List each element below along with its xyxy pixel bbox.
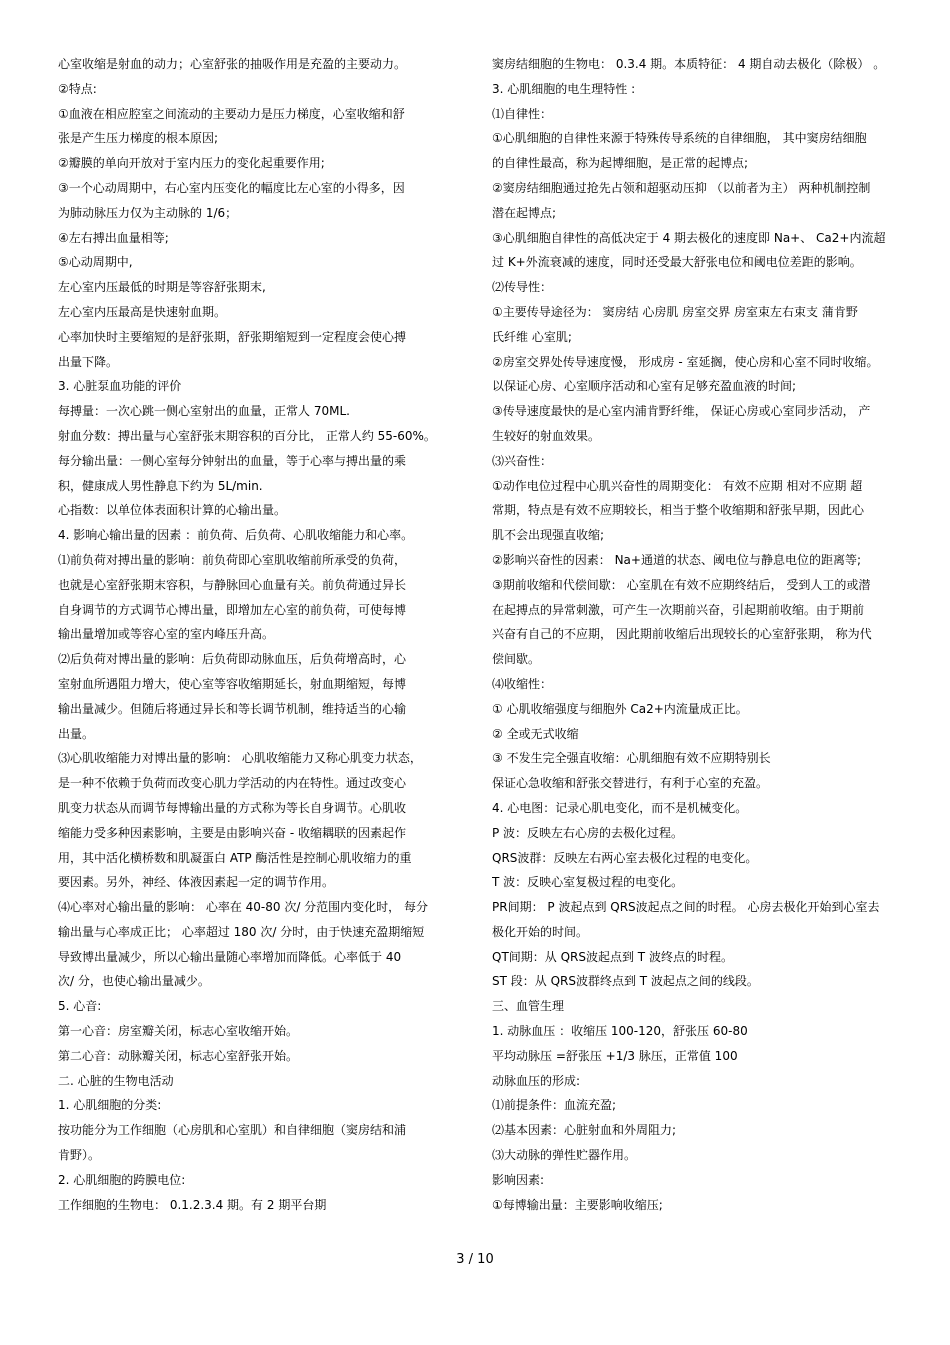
text-line: ③传导速度最快的是心室内浦肯野纤维， 保证心房或心室同步活动， 产 [492, 404, 871, 419]
text-line: 出量。 [58, 726, 95, 741]
text-line: ⑶大动脉的弹性贮器作用。 [492, 1148, 637, 1163]
text-line: 以保证心房、心室顺序活动和心室有足够充盈血液的时间; [492, 379, 797, 394]
right-column [492, 52, 932, 1217]
text-line: 工作细胞的生物电： 0.1.2.3.4 期。有 2 期平台期 [58, 1197, 327, 1212]
text-line: ②特点: [58, 81, 97, 96]
text-line: 氏纤维 心室肌; [492, 329, 572, 344]
text-line: 二. 心脏的生物电活动 [58, 1073, 174, 1088]
text-line: 生较好的射血效果。 [492, 428, 601, 443]
text-line: 偿间歇。 [492, 652, 541, 667]
text-line: 3. 心肌细胞的电生理特性 : [492, 81, 636, 96]
text-line: 缩能力受多种因素影响，主要是由影响兴奋 - 收缩耦联的因素起作 [58, 825, 406, 840]
text-line: 每分输出量：一侧心室每分钟射出的血量，等于心率与搏出量的乘 [58, 453, 407, 468]
text-line: 积，健康成人男性静息下约为 5L/min. [58, 478, 263, 493]
text-line: 1. 心肌细胞的分类: [58, 1098, 162, 1113]
text-line: ①主要传导途径为： 窦房结 心房肌 房室交界 房室束左右束支 蒲肯野 [492, 304, 858, 319]
text-line: 兴奋有自己的不应期， 因此期前收缩后出现较长的心室舒张期， 称为代 [492, 627, 872, 642]
text-line: 心率加快时主要缩短的是舒张期，舒张期缩短到一定程度会使心搏 [58, 329, 407, 344]
text-line: ⑴自律性： [492, 106, 553, 121]
text-line: ③ 不发生完全强直收缩：心肌细胞有效不应期特别长 [492, 751, 771, 766]
text-line: ①血液在相应腔室之间流动的主要动力是压力梯度，心室收缩和舒 [58, 106, 405, 121]
text-line: 在起搏点的异常刺激，可产生一次期前兴奋，引起期前收缩。由于期前 [492, 602, 865, 617]
text-line: 导致博出量减少，所以心输出量随心率增加而降低。心率低于 40 [58, 949, 402, 964]
text-line: 4. 心电图：记录心肌电变化，而不是机械变化。 [492, 800, 748, 815]
left-column [58, 52, 483, 1217]
text-line: ④左右搏出血量相等; [58, 230, 169, 245]
text-line: 出量下降。 [58, 354, 119, 369]
text-line: 是一种不依赖于负荷而改变心肌力学活动的内在特性。通过改变心 [58, 776, 407, 791]
text-line: 第一心音：房室瓣关闭，标志心室收缩开始。 [58, 1024, 299, 1039]
text-line: PR间期： P 波起点到 QRS波起点之间的时程。 心房去极化开始到心室去 [492, 900, 880, 915]
text-line: 按功能分为工作细胞（心房肌和心室肌）和自律细胞（窦房结和浦 [58, 1123, 407, 1138]
text-line: 窦房结细胞的生物电： 0.3.4 期。本质特征： 4 期自动去极化（除极） 。 [492, 57, 886, 71]
text-line: 左心室内压最高是快速射血期。 [58, 304, 227, 319]
text-line: 4. 影响心输出量的因素 ：前负荷、后负荷、心肌收缩能力和心率。 [58, 528, 414, 543]
text-line: 肌变力状态从而调节每博输出量的方式称为等长自身调节。心肌收 [58, 800, 407, 815]
text-line: 2. 心肌细胞的跨膜电位: [58, 1172, 186, 1187]
text-line: ②瓣膜的单向开放对于室内压力的变化起重要作用; [58, 156, 325, 171]
text-line: ①每博输出量：主要影响收缩压; [492, 1197, 663, 1212]
text-line: ③一个心动周期中，右心室内压变化的幅度比左心室的小得多，因 [58, 180, 405, 195]
page-number: 3 / 10 [456, 1252, 494, 1267]
text-line: T 波：反映心室复极过程的电变化。 [492, 875, 684, 890]
text-line: ①动作电位过程中心肌兴奋性的周期变化： 有效不应期 相对不应期 超 [492, 478, 863, 493]
text-line: 1. 动脉血压 ：收缩压 100-120，舒张压 60-80 [492, 1024, 748, 1039]
text-line: 保证心急收缩和舒张交替进行，有利于心室的充盈。 [492, 776, 769, 791]
text-line: ③心肌细胞自律性的高低决定于 4 期去极化的速度即 Na+、 Ca2+内流超 [492, 230, 886, 245]
text-line: 3. 心脏泵血功能的评价 [58, 379, 182, 394]
text-line: 自身调节的方式调节心博出量，即增加左心室的前负荷，可使每博 [58, 602, 407, 617]
text-line: 每搏量：一次心跳一侧心室射出的血量，正常人 70ML. [58, 404, 350, 419]
text-line: 心指数：以单位体表面积计算的心输出量。 [58, 503, 287, 518]
text-line: ⑷心率对心输出量的影响： 心率在 40-80 次/ 分范围内变化时， 每分 [58, 900, 428, 915]
text-line: 要因素。另外，神经、体液因素起一定的调节作用。 [58, 875, 335, 890]
text-line: ① 心肌收缩强度与细胞外 Ca2+内流量成正比。 [492, 701, 748, 716]
text-line: ST 段：从 QRS波群终点到 T 波起点之间的线段。 [492, 974, 759, 989]
text-line: ⑵传导性： [492, 280, 553, 295]
text-line: 极化开始的时间。 [492, 924, 589, 939]
text-line: 为肺动脉压力仅为主动脉的 1/6； [58, 205, 238, 220]
text-line: ⑵后负荷对博出量的影响：后负荷即动脉血压，后负荷增高时，心 [58, 652, 407, 667]
text-line: 过 K+外流衰减的速度，同时还受最大舒张电位和阈电位差距的影响。 [492, 255, 862, 270]
text-line: ③期前收缩和代偿间歇： 心室肌在有效不应期终结后， 受到人工的或潜 [492, 577, 871, 592]
text-line: ⑶兴奋性： [492, 453, 553, 468]
text-line: P 波：反映左右心房的去极化过程。 [492, 825, 684, 840]
text-line: 肯野）。 [58, 1148, 101, 1163]
text-line: 影响因素: [492, 1172, 545, 1187]
text-line: ⑴前提条件：血流充盈; [492, 1098, 617, 1113]
text-line: 射血分数：搏出量与心室舒张末期容积的百分比， 正常人约 55-60%。 [58, 428, 436, 443]
text-line: ⑷收缩性： [492, 676, 553, 691]
text-line: 输出量增加或等容心室的室内峰压升高。 [58, 627, 275, 642]
text-line: 肌不会出现强直收缩; [492, 528, 605, 543]
text-line: 平均动脉压 =舒张压 +1/3 脉压，正常值 100 [492, 1048, 738, 1063]
text-line: 动脉血压的形成: [492, 1073, 581, 1088]
text-line: 也就是心室舒张期末容积，与静脉回心血量有关。前负荷通过异长 [58, 577, 407, 592]
text-line: ⑤心动周期中, [58, 255, 133, 270]
text-line: ②影响兴奋性的因素： Na+通道的状态、阈电位与静息电位的距离等; [492, 552, 862, 567]
text-line: 潜在起博点; [492, 205, 557, 220]
text-line: 5. 心音: [58, 999, 102, 1014]
text-line: 次/ 分，也使心输出量减少。 [58, 974, 210, 989]
text-line: ①心肌细胞的自律性来源于特殊传导系统的自律细胞， 其中窦房结细胞 [492, 131, 867, 146]
text-line: 输出量减少。但随后将通过异长和等长调节机制，维持适当的心输 [58, 701, 407, 716]
text-line: ② 全或无式收缩 [492, 726, 579, 741]
text-line: 室射血所遇阻力增大，使心室等容收缩期延长，射血期缩短，每博 [58, 676, 407, 691]
text-line: 第二心音：动脉瓣关闭，标志心室舒张开始。 [58, 1048, 299, 1063]
text-line: QT间期：从 QRS波起点到 T 波终点的时程。 [492, 949, 733, 964]
text-line: 心室收缩是射血的动力；心室舒张的抽吸作用是充盈的主要动力。 [58, 57, 407, 71]
text-line: 输出量与心率成正比； 心率超过 180 次/ 分时，由于快速充盈期缩短 [58, 924, 425, 939]
text-line: ⑵基本因素：心脏射血和外周阻力; [492, 1123, 677, 1138]
text-line: 张是产生压力梯度的根本原因; [58, 131, 219, 146]
text-line: 用，其中活化横桥数和肌凝蛋白 ATP 酶活性是控制心肌收缩力的重 [58, 850, 412, 865]
text-line: 的自律性最高，称为起博细胞，是正常的起博点; [492, 156, 749, 171]
text-line: ②窦房结细胞通过抢先占领和超驱动压抑 （以前者为主） 两种机制控制 [492, 180, 871, 195]
text-line: 常期，特点是有效不应期较长，相当于整个收缩期和舒张早期，因此心 [492, 503, 865, 518]
text-line: ⑴前负荷对搏出量的影响：前负荷即心室肌收缩前所承受的负荷， [58, 552, 407, 567]
text-line: ⑶心肌收缩能力对博出量的影响： 心肌收缩能力又称心肌变力状态， [58, 751, 422, 766]
text-line: 左心室内压最低的时期是等容舒张期末, [58, 280, 266, 295]
text-line: 三、血管生理 [492, 999, 565, 1014]
text-line: ②房室交界处传导速度慢， 形成房 - 室延搁，使心房和心室不同时收缩。 [492, 354, 879, 369]
text-line: QRS波群：反映左右两心室去极化过程的电变化。 [492, 850, 758, 865]
